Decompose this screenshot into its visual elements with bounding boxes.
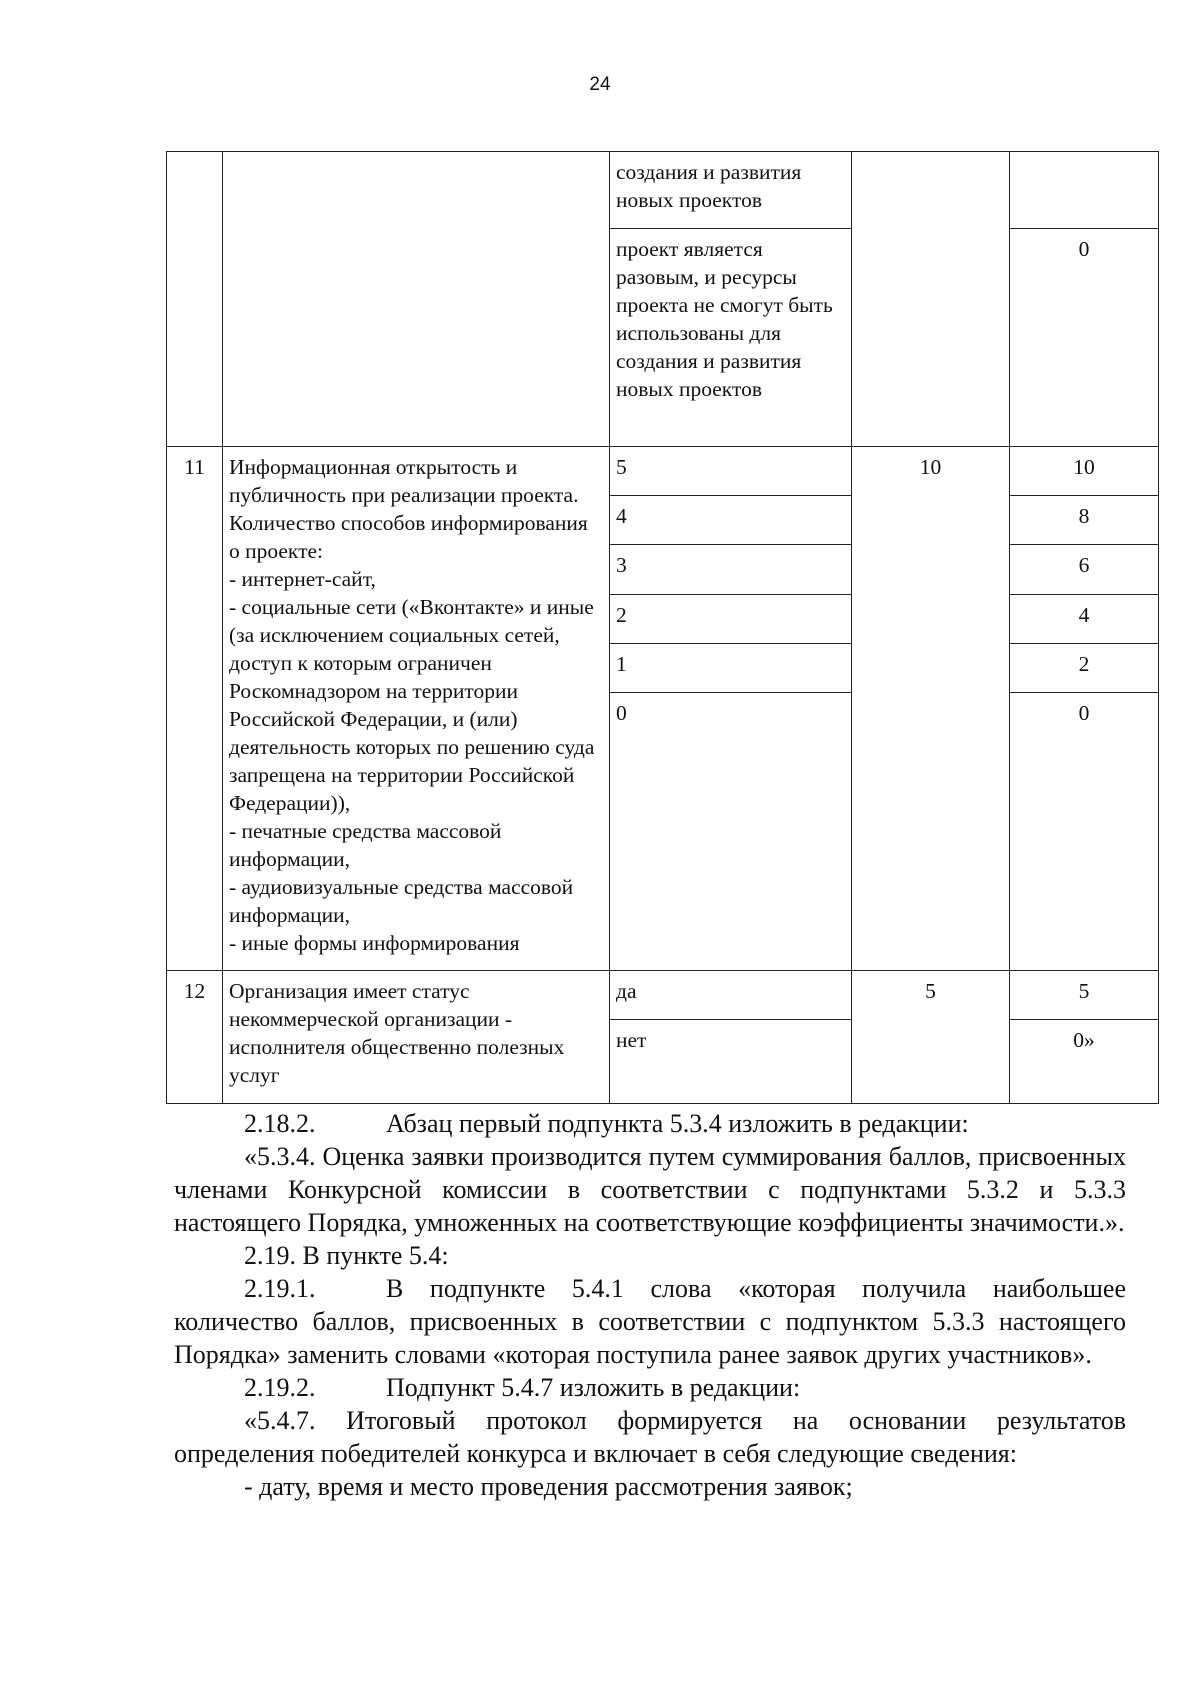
score-cell: 4 <box>1010 595 1159 644</box>
body-text <box>174 1107 1126 1503</box>
paragraph-2-19-2 <box>174 1371 1126 1404</box>
option-cell: 4 <box>610 496 852 545</box>
paragraph-5-3-4: «5.3.4. Оценка заявки производится путем суммирования баллов, присвоенных членами Конкурсной комиссии в соответствии с подпунктами 5.3.2 и 5.3.3 настоящего Порядка, умноженных на соответствующие коэффициенты значимости.». <box>174 1142 1126 1237</box>
table-row <box>167 447 1159 496</box>
criterion-cell <box>223 447 610 971</box>
criteria-table <box>166 151 1159 1104</box>
score-cell: 2 <box>1010 644 1159 693</box>
criterion-line: - аудиовизуальные средства массовой информации, <box>229 875 574 927</box>
paragraph-2-19-1 <box>174 1272 1126 1371</box>
score-cell: 6 <box>1010 545 1159 595</box>
paragraph-5-4-7: «5.4.7. Итоговый протокол формируется на основании результатов определения победителей конкурса и включает в себя следующие сведения: <box>174 1406 1126 1468</box>
score-cell: 8 <box>1010 496 1159 545</box>
score-cell: 0 <box>1010 693 1159 971</box>
criterion-line: - интернет-сайт, <box>229 567 376 591</box>
paragraph-2-19: 2.19. В пункте 5.4: <box>244 1241 449 1270</box>
criterion-cell <box>223 152 610 447</box>
option-cell: проект является разовым, и ресурсы проекта не смогут быть использованы для создания и развития новых проектов <box>610 229 852 447</box>
paragraph-number: 2.19.2. <box>244 1373 316 1402</box>
option-cell: 1 <box>610 644 852 693</box>
row-number: 11 <box>167 447 223 971</box>
paragraph-number: 2.18.2. <box>244 1109 316 1138</box>
option-cell: 0 <box>610 693 852 971</box>
score-cell: 5 <box>1010 971 1159 1020</box>
criterion-line: - иные формы информирования <box>229 931 520 955</box>
criterion-line: Информационная открытость и публичность при реализации проекта. Количество способов информирования о проекте: <box>229 455 588 563</box>
max-score-cell: 10 <box>852 447 1010 971</box>
table-row <box>167 152 1159 229</box>
criterion-line: - печатные средства массовой информации, <box>229 819 502 871</box>
num-cell <box>167 152 223 447</box>
option-cell: создания и развития новых проектов <box>610 152 852 229</box>
option-cell: да <box>610 971 852 1020</box>
score-cell: 0» <box>1010 1020 1159 1104</box>
table-row <box>167 971 1159 1020</box>
score-cell: 0 <box>1010 229 1159 447</box>
score-cell: 10 <box>1010 447 1159 496</box>
paragraph-text: В подпункте 5.4.1 слова «которая получила наибольшее количество баллов, присвоенных в соответствии с подпунктом 5.3.3 настоящего Порядка» заменить словами «которая поступила ранее заявок других участников». <box>174 1274 1126 1369</box>
option-cell: 5 <box>610 447 852 496</box>
paragraph-list-item: - дату, время и место проведения рассмотрения заявок; <box>244 1472 853 1501</box>
option-cell: нет <box>610 1020 852 1104</box>
criterion-line: - социальные сети («Вконтакте» и иные (за исключением социальных сетей, доступ к которым ограничен Роскомнадзором на территории Российской Федерации, и (или) деятельность которых по решению суда запрещена на территории Российской Федерации)), <box>229 595 595 815</box>
option-cell: 3 <box>610 545 852 595</box>
option-cell: 2 <box>610 595 852 644</box>
paragraph-text: Абзац первый подпункта 5.3.4 изложить в редакции: <box>386 1109 969 1138</box>
criterion-cell: Организация имеет статус некоммерческой организации - исполнителя общественно полезных услуг <box>223 971 610 1104</box>
paragraph-text: Подпункт 5.4.7 изложить в редакции: <box>386 1373 801 1402</box>
paragraph-2-18-2 <box>174 1107 1126 1140</box>
max-score-cell <box>852 152 1010 447</box>
page-number: 24 <box>589 74 611 95</box>
max-score-cell: 5 <box>852 971 1010 1104</box>
score-cell <box>1010 152 1159 229</box>
row-number: 12 <box>167 971 223 1104</box>
paragraph-number: 2.19.1. <box>244 1274 316 1303</box>
